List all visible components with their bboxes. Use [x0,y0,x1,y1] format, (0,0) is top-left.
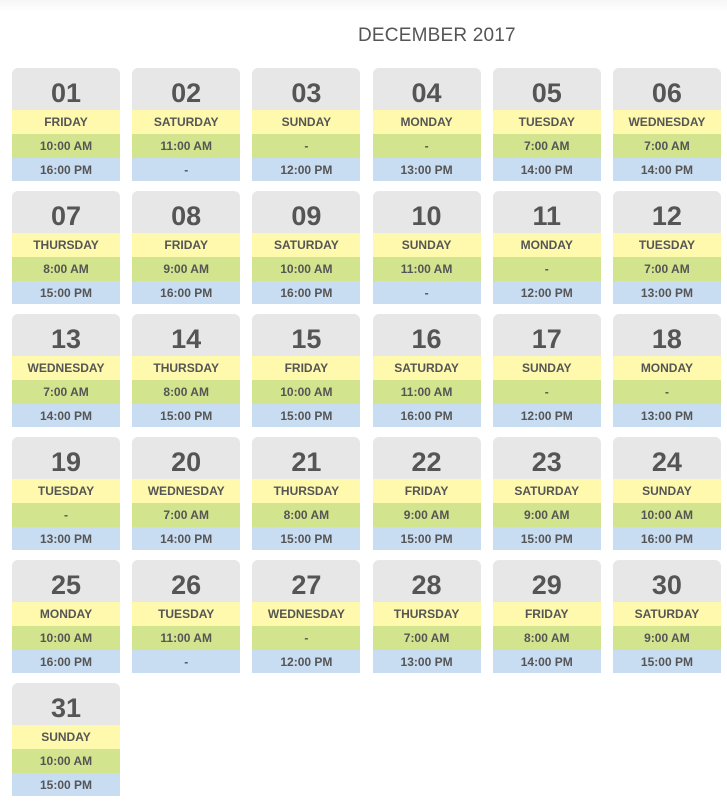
day-card [613,437,721,550]
day-number: 30 [613,560,721,602]
day-number: 13 [12,314,120,356]
day-number: 17 [493,314,601,356]
day-card [12,437,120,550]
close-time: 15:00 PM [373,527,481,550]
weekday-label: MONDAY [373,110,481,134]
close-time: 13:00 PM [373,650,481,673]
weekday-label: SATURDAY [132,110,240,134]
open-time: 9:00 AM [613,626,721,650]
weekday-label: MONDAY [493,233,601,257]
close-time: 15:00 PM [12,281,120,304]
day-number: 19 [12,437,120,479]
open-time: 9:00 AM [373,503,481,527]
day-card [613,314,721,427]
weekday-label: SATURDAY [613,602,721,626]
open-time: - [252,134,360,158]
day-number: 14 [132,314,240,356]
close-time: 16:00 PM [12,158,120,181]
close-time: 13:00 PM [613,404,721,427]
day-card [252,437,360,550]
weekday-label: FRIDAY [12,110,120,134]
weekday-label: SATURDAY [373,356,481,380]
close-time: 14:00 PM [493,158,601,181]
day-card [132,560,240,673]
close-time: 13:00 PM [12,527,120,550]
close-time: - [132,650,240,673]
day-number: 12 [613,191,721,233]
weekday-label: MONDAY [613,356,721,380]
open-time: 11:00 AM [132,626,240,650]
close-time: 15:00 PM [132,404,240,427]
open-time: - [12,503,120,527]
weekday-label: SUNDAY [493,356,601,380]
day-card [252,191,360,304]
open-time: 8:00 AM [132,380,240,404]
open-time: 11:00 AM [132,134,240,158]
close-time: 15:00 PM [252,527,360,550]
day-card [12,191,120,304]
weekday-label: SUNDAY [373,233,481,257]
close-time: 13:00 PM [613,281,721,304]
weekday-label: SUNDAY [252,110,360,134]
day-card [252,560,360,673]
close-time: 16:00 PM [12,650,120,673]
close-time: 16:00 PM [613,527,721,550]
open-time: - [373,134,481,158]
weekday-label: WEDNESDAY [12,356,120,380]
day-card [132,191,240,304]
close-time: 14:00 PM [613,158,721,181]
day-card [12,560,120,673]
weekday-label: FRIDAY [493,602,601,626]
weekday-label: THURSDAY [373,602,481,626]
open-time: 7:00 AM [12,380,120,404]
day-number: 15 [252,314,360,356]
close-time: 15:00 PM [613,650,721,673]
open-time: 7:00 AM [132,503,240,527]
day-number: 28 [373,560,481,602]
day-number: 18 [613,314,721,356]
weekday-label: WEDNESDAY [613,110,721,134]
open-time: 8:00 AM [12,257,120,281]
day-number: 08 [132,191,240,233]
open-time: 9:00 AM [132,257,240,281]
open-time: 7:00 AM [373,626,481,650]
day-number: 04 [373,68,481,110]
open-time: - [493,380,601,404]
close-time: 14:00 PM [12,404,120,427]
day-card [613,560,721,673]
close-time: 14:00 PM [493,650,601,673]
day-number: 24 [613,437,721,479]
day-number: 06 [613,68,721,110]
day-number: 26 [132,560,240,602]
day-number: 02 [132,68,240,110]
close-time: 12:00 PM [493,404,601,427]
day-card [12,68,120,181]
day-card [12,683,120,796]
open-time: 10:00 AM [12,749,120,773]
day-number: 10 [373,191,481,233]
day-card [252,68,360,181]
weekday-label: THURSDAY [252,479,360,503]
weekday-label: FRIDAY [252,356,360,380]
close-time: 12:00 PM [252,158,360,181]
top-bar [0,0,727,12]
weekday-label: WEDNESDAY [132,479,240,503]
day-card [373,314,481,427]
day-card [132,314,240,427]
open-time: 7:00 AM [613,257,721,281]
weekday-label: SUNDAY [12,725,120,749]
weekday-label: TUESDAY [12,479,120,503]
day-card [493,191,601,304]
open-time: 7:00 AM [493,134,601,158]
day-card [252,314,360,427]
weekday-label: FRIDAY [132,233,240,257]
close-time: 16:00 PM [252,281,360,304]
close-time: - [132,158,240,181]
day-number: 27 [252,560,360,602]
open-time: - [493,257,601,281]
day-number: 05 [493,68,601,110]
weekday-label: TUESDAY [613,233,721,257]
weekday-label: THURSDAY [12,233,120,257]
open-time: 10:00 AM [613,503,721,527]
close-time: 13:00 PM [373,158,481,181]
open-time: 10:00 AM [12,626,120,650]
weekday-label: MONDAY [12,602,120,626]
day-number: 25 [12,560,120,602]
open-time: 10:00 AM [252,257,360,281]
close-time: 16:00 PM [132,281,240,304]
day-card [493,68,601,181]
close-time: 15:00 PM [12,773,120,796]
page-title: DECEMBER 2017 [358,25,516,46]
day-card [373,191,481,304]
day-card [132,68,240,181]
day-card [373,560,481,673]
day-number: 09 [252,191,360,233]
open-time: 7:00 AM [613,134,721,158]
day-number: 03 [252,68,360,110]
open-time: 10:00 AM [252,380,360,404]
open-time: 11:00 AM [373,257,481,281]
close-time: 14:00 PM [132,527,240,550]
day-card [493,560,601,673]
day-number: 11 [493,191,601,233]
weekday-label: SATURDAY [493,479,601,503]
open-time: - [613,380,721,404]
close-time: 16:00 PM [373,404,481,427]
close-time: 15:00 PM [252,404,360,427]
day-number: 29 [493,560,601,602]
close-time: - [373,281,481,304]
calendar-grid [12,68,721,796]
open-time: 11:00 AM [373,380,481,404]
day-number: 01 [12,68,120,110]
day-card [373,437,481,550]
day-number: 07 [12,191,120,233]
close-time: 12:00 PM [493,281,601,304]
day-number: 31 [12,683,120,725]
day-number: 16 [373,314,481,356]
day-card [493,314,601,427]
open-time: 8:00 AM [252,503,360,527]
weekday-label: SATURDAY [252,233,360,257]
day-number: 20 [132,437,240,479]
weekday-label: THURSDAY [132,356,240,380]
weekday-label: TUESDAY [132,602,240,626]
day-card [12,314,120,427]
open-time: 10:00 AM [12,134,120,158]
weekday-label: TUESDAY [493,110,601,134]
weekday-label: WEDNESDAY [252,602,360,626]
weekday-label: SUNDAY [613,479,721,503]
close-time: 12:00 PM [252,650,360,673]
open-time: 9:00 AM [493,503,601,527]
day-number: 23 [493,437,601,479]
day-number: 22 [373,437,481,479]
day-card [132,437,240,550]
close-time: 15:00 PM [493,527,601,550]
day-card [373,68,481,181]
day-card [493,437,601,550]
day-card [613,68,721,181]
day-card [613,191,721,304]
open-time: - [252,626,360,650]
weekday-label: FRIDAY [373,479,481,503]
day-number: 21 [252,437,360,479]
open-time: 8:00 AM [493,626,601,650]
